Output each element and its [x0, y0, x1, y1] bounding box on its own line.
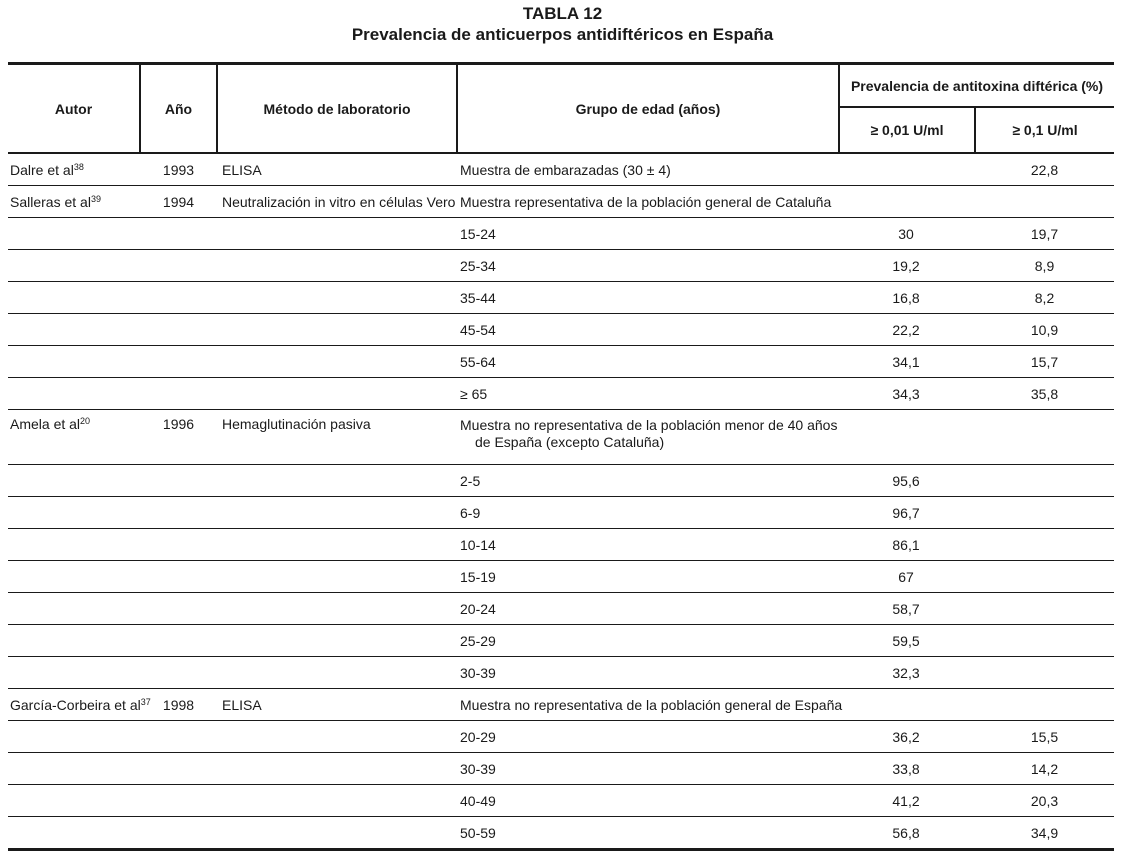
cell-grupo: Muestra de embarazadas (30 ± 4): [457, 153, 839, 186]
cell-autor: [8, 497, 140, 529]
cell-metodo: [217, 497, 457, 529]
cell-grupo: 10-14: [457, 529, 839, 561]
cell-metodo: [217, 657, 457, 689]
table-row: [8, 529, 1114, 561]
cell-metodo: [217, 625, 457, 657]
cell-prevalencia-001: 67: [839, 561, 975, 593]
cell-grupo: Muestra no representativa de la población general de España: [457, 689, 839, 721]
cell-anio: [140, 753, 217, 785]
cell-grupo: 50-59: [457, 817, 839, 850]
cell-autor: [8, 561, 140, 593]
cell-anio: 1998: [140, 689, 217, 721]
cell-grupo: 35-44: [457, 282, 839, 314]
cell-autor: [8, 186, 140, 218]
cell-autor: [8, 250, 140, 282]
cell-metodo: [217, 282, 457, 314]
cell-anio: 1994: [140, 186, 217, 218]
cell-grupo: 20-24: [457, 593, 839, 625]
cell-anio: [140, 785, 217, 817]
table-row: [8, 497, 1114, 529]
cell-anio: [140, 625, 217, 657]
cell-grupo: 20-29: [457, 721, 839, 753]
cell-anio: 1996: [140, 410, 217, 465]
table-row: [8, 657, 1114, 689]
table-row: [8, 785, 1114, 817]
reference-number: 20: [80, 416, 91, 426]
cell-prevalencia-01: [975, 561, 1114, 593]
cell-prevalencia-001: 33,8: [839, 753, 975, 785]
cell-autor: [8, 817, 140, 850]
cell-prevalencia-001: [839, 153, 975, 186]
cell-autor: [8, 410, 140, 465]
cell-grupo: ≥ 65: [457, 378, 839, 410]
reference-number: 37: [140, 696, 151, 707]
cell-prevalencia-01: 8,2: [975, 282, 1114, 314]
cell-prevalencia-01: [975, 625, 1114, 657]
cell-metodo: [217, 529, 457, 561]
table-row: [8, 625, 1114, 657]
cell-prevalencia-001: 32,3: [839, 657, 975, 689]
cell-anio: [140, 282, 217, 314]
cell-prevalencia-01: [975, 465, 1114, 497]
cell-prevalencia-01: 19,7: [975, 218, 1114, 250]
cell-prevalencia-01: 22,8: [975, 153, 1114, 186]
cell-prevalencia-01: 14,2: [975, 753, 1114, 785]
table-row: [8, 153, 1114, 186]
cell-prevalencia-001: 34,3: [839, 378, 975, 410]
cell-prevalencia-001: [839, 689, 975, 721]
cell-prevalencia-01: [975, 497, 1114, 529]
table-row: [8, 282, 1114, 314]
cell-grupo: 30-39: [457, 657, 839, 689]
reference-number: 38: [73, 161, 84, 172]
prevalence-table: [8, 62, 1114, 851]
cell-metodo: [217, 250, 457, 282]
cell-anio: [140, 657, 217, 689]
grupo-line-2: de España (excepto Cataluña): [475, 434, 665, 450]
cell-prevalencia-001: 22,2: [839, 314, 975, 346]
cell-prevalencia-001: 16,8: [839, 282, 975, 314]
table-row: [8, 250, 1114, 282]
cell-metodo: [217, 753, 457, 785]
table-row: [8, 817, 1114, 850]
cell-prevalencia-001: 59,5: [839, 625, 975, 657]
cell-metodo: [217, 465, 457, 497]
cell-metodo: [217, 593, 457, 625]
cell-grupo: 25-29: [457, 625, 839, 657]
cell-anio: [140, 314, 217, 346]
cell-prevalencia-001: 36,2: [839, 721, 975, 753]
cell-prevalencia-01: 15,7: [975, 346, 1114, 378]
cell-grupo: 45-54: [457, 314, 839, 346]
header-grupo: Grupo de edad (años): [457, 64, 839, 154]
cell-prevalencia-001: 58,7: [839, 593, 975, 625]
cell-prevalencia-001: 19,2: [839, 250, 975, 282]
autor-name: Amela et al: [10, 416, 81, 432]
table-row: [8, 314, 1114, 346]
cell-metodo: [217, 218, 457, 250]
cell-grupo: [457, 410, 839, 465]
table-number: TABLA 12: [522, 4, 603, 23]
cell-anio: [140, 378, 217, 410]
cell-autor: [8, 625, 140, 657]
cell-prevalencia-001: 96,7: [839, 497, 975, 529]
table-caption: Prevalencia de anticuerpos antidiftéricos en España: [351, 25, 774, 44]
cell-prevalencia-01: 10,9: [975, 314, 1114, 346]
cell-anio: [140, 250, 217, 282]
autor-name: García-Corbeira et al: [10, 696, 141, 713]
cell-autor: [8, 378, 140, 410]
cell-prevalencia-01: 20,3: [975, 785, 1114, 817]
cell-metodo: Hemaglutinación pasiva: [217, 410, 457, 465]
table-header: [8, 64, 1114, 154]
cell-metodo: [217, 346, 457, 378]
cell-anio: [140, 721, 217, 753]
cell-prevalencia-01: [975, 657, 1114, 689]
cell-grupo: 15-24: [457, 218, 839, 250]
cell-prevalencia-001: 86,1: [839, 529, 975, 561]
autor-name: Salleras et al: [10, 193, 91, 210]
cell-grupo: 25-34: [457, 250, 839, 282]
cell-autor: [8, 785, 140, 817]
cell-metodo: [217, 785, 457, 817]
cell-prevalencia-01: [975, 529, 1114, 561]
cell-prevalencia-001: 30: [839, 218, 975, 250]
cell-prevalencia-01: [975, 186, 1114, 218]
cell-metodo: [217, 314, 457, 346]
cell-metodo: [217, 817, 457, 850]
cell-autor: [8, 465, 140, 497]
cell-autor: [8, 721, 140, 753]
grupo-line-1: Muestra no representativa de la población menor de 40 años: [460, 417, 838, 433]
cell-autor: [8, 657, 140, 689]
header-prevalencia: Prevalencia de antitoxina diftérica (%): [839, 64, 1114, 108]
table-row: [8, 346, 1114, 378]
cell-anio: [140, 593, 217, 625]
cell-anio: [140, 346, 217, 378]
cell-autor: [8, 314, 140, 346]
cell-grupo: 30-39: [457, 753, 839, 785]
cell-prevalencia-01: 35,8: [975, 378, 1114, 410]
table-title-block: [0, 0, 1125, 56]
table-row: [8, 410, 1114, 465]
table-row: [8, 378, 1114, 410]
table-row: [8, 593, 1114, 625]
cell-prevalencia-01: [975, 410, 1114, 465]
table-row: [8, 218, 1114, 250]
table-row: [8, 561, 1114, 593]
cell-grupo: 6-9: [457, 497, 839, 529]
cell-prevalencia-001: 56,8: [839, 817, 975, 850]
cell-grupo: 55-64: [457, 346, 839, 378]
table-body: [8, 153, 1114, 850]
cell-prevalencia-01: 15,5: [975, 721, 1114, 753]
cell-prevalencia-01: 8,9: [975, 250, 1114, 282]
cell-metodo: [217, 721, 457, 753]
header-anio: Año: [140, 64, 217, 154]
header-autor: Autor: [8, 64, 140, 154]
header-p1: ≥ 0,01 U/ml: [839, 107, 975, 153]
cell-anio: [140, 529, 217, 561]
cell-autor: [8, 529, 140, 561]
table-row: [8, 689, 1114, 721]
cell-anio: 1993: [140, 153, 217, 186]
table-row: [8, 465, 1114, 497]
cell-prevalencia-001: 95,6: [839, 465, 975, 497]
table-row: [8, 721, 1114, 753]
cell-anio: [140, 497, 217, 529]
header-p2: ≥ 0,1 U/ml: [975, 107, 1114, 153]
cell-prevalencia-01: [975, 593, 1114, 625]
cell-prevalencia-01: 34,9: [975, 817, 1114, 850]
cell-prevalencia-001: [839, 410, 975, 465]
cell-autor: [8, 689, 151, 721]
cell-anio: [140, 817, 217, 850]
cell-metodo: Neutralización in vitro en células Vero: [217, 186, 457, 218]
cell-grupo: Muestra representativa de la población general de Cataluña: [457, 186, 839, 218]
cell-prevalencia-001: 34,1: [839, 346, 975, 378]
cell-anio: [140, 561, 217, 593]
cell-prevalencia-001: 41,2: [839, 785, 975, 817]
cell-autor: [8, 346, 140, 378]
table-row: [8, 753, 1114, 785]
table-row: [8, 186, 1114, 218]
cell-anio: [140, 465, 217, 497]
autor-name: Dalre et al: [10, 161, 74, 178]
cell-metodo: [217, 378, 457, 410]
cell-prevalencia-01: [975, 689, 1114, 721]
cell-autor: [8, 753, 140, 785]
cell-metodo: ELISA: [217, 689, 457, 721]
cell-metodo: ELISA: [217, 153, 457, 186]
cell-autor: [8, 218, 140, 250]
cell-autor: [8, 282, 140, 314]
cell-metodo: [217, 561, 457, 593]
cell-grupo: 2-5: [457, 465, 839, 497]
cell-grupo: 40-49: [457, 785, 839, 817]
cell-autor: [8, 593, 140, 625]
cell-prevalencia-001: [839, 186, 975, 218]
cell-autor: [8, 153, 140, 186]
header-metodo: Método de laboratorio: [217, 64, 457, 154]
cell-anio: [140, 218, 217, 250]
reference-number: 39: [90, 193, 101, 204]
cell-grupo: 15-19: [457, 561, 839, 593]
